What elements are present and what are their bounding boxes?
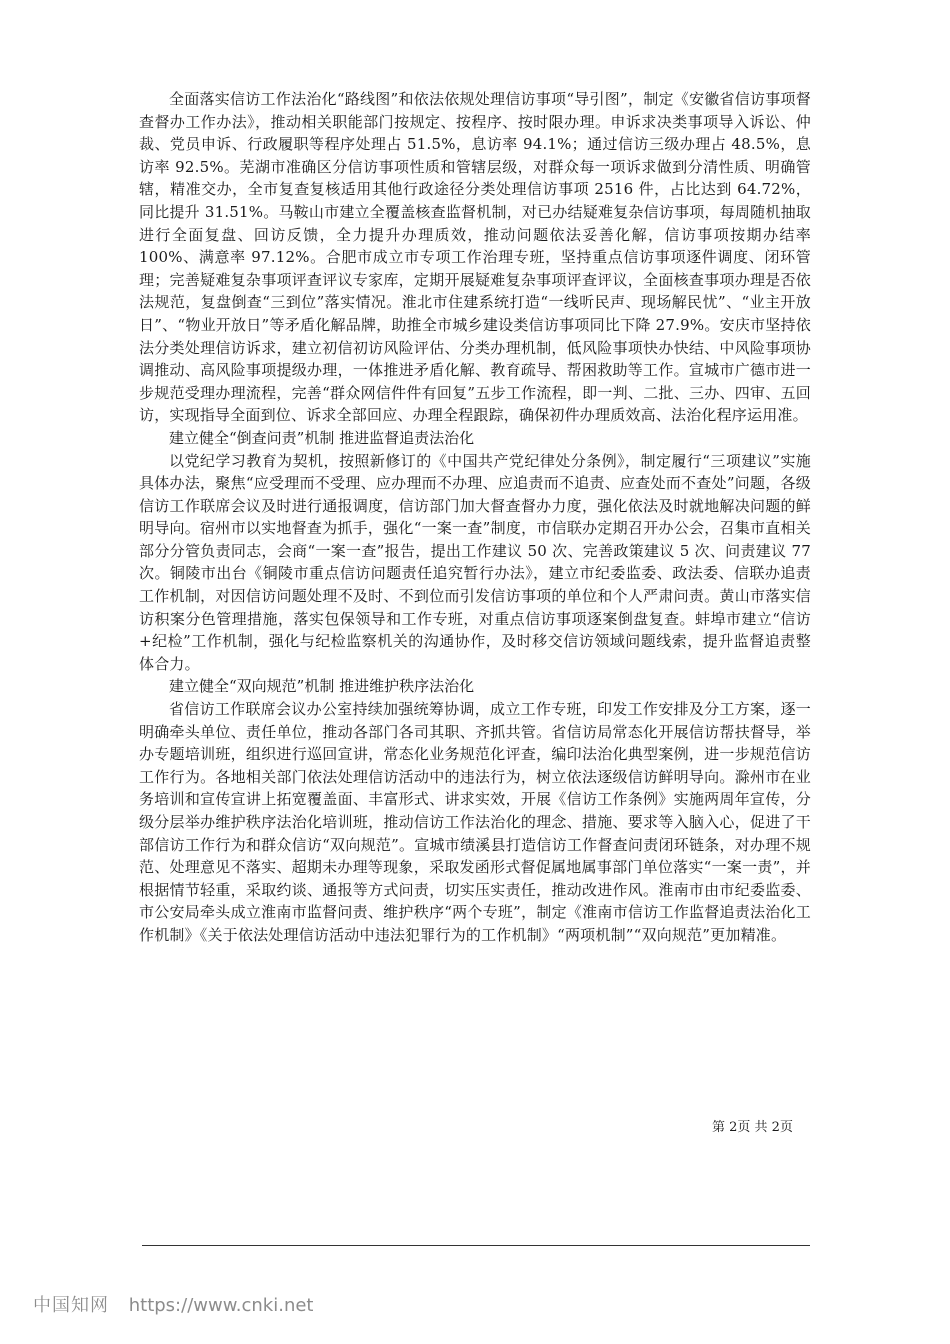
paragraph-two-way-norms: 省信访工作联席会议办公室持续加强统筹协调，成立工作专班，印发工作安排及分工方案，逐一明确牵头单位、责任单位，推动各部门各司其职、齐抓共管。省信访局常态化开展信访帮扶督导，举办专题培训班，组织进行巡回宣讲，常态化业务规范化评查，编印法治化典型案例，进一步规范信访工作行为。各地相关部门依法处理信访活动中的违法行为，树立依法逐级信访鲜明导向。滁州市在业务培训和宣传宣讲上拓宽覆盖面、丰富形式、讲求实效，开展《信访工作条例》实施两周年宣传，分级分层举办维护秩序法治化培训班，推动信访工作法治化的理念、措施、要求等入脑入心，促进了干部信访工作行为和群众信访“双向规范”。宣城市绩溪县打造信访工作督查问责闭环链条，对办理不规范、处理意见不落实、超期未办理等现象，采取发函形式督促属地属事部门单位落实“一案一责”，并根据情节轻重，采取约谈、通报等方式问责，切实压实责任，推动改进作风。淮南市由市纪委监委、市公安局牵头成立淮南市监督问责、维护秩序“两个专班”，制定《淮南市信访工作监督追责法治化工作机制》《关于依法处理信访活动中违法犯罪行为的工作机制》“两项机制”“双向规范”更加精准。 xyxy=(139,700,811,944)
source-watermark xyxy=(33,1293,313,1319)
document-body xyxy=(139,88,811,947)
paragraph-accountability: 以党纪学习教育为契机，按照新修订的《中国共产党纪律处分条例》，制定履行“三项建议”实施具体办法，聚焦“应受理而不受理、应办理而不办理、应追责而不追责、应查处而不查处”问题，各级信访工作联席会议及时进行通报调度，信访部门加大督查督办力度，强化依法及时就地解决问题的鲜明导向。宿州市以实地督查为抓手，强化“一案一查”制度，市信联办定期召开办公会，召集市直相关部分分管负责同志，会商“一案一查”报告，提出工作建议 50 次、完善政策建议 5 次、问责建议 77 次。铜陵市出台《铜陵市重点信访问题责任追究暂行办法》，建立市纪委监委、政法委、信联办追责工作机制，对因信访问题处理不及时、不到位而引发信访事项的单位和个人严肃问责。黄山市落实信访积案分色管理措施，落实包保领导和工作专班，对重点信访事项逐案倒盘复查。蚌埠市建立“信访+纪检”工作机制，强化与纪检监察机关的沟通协作，及时移交信访领域问题线索，提升监督追责整体合力。 xyxy=(139,451,811,673)
paragraph-legal-handling: 全面落实信访工作法治化“路线图”和依法依规处理信访事项“导引图”，制定《安徽省信访事项督查督办工作办法》，推动相关职能部门按规定、按程序、按时限办理。申诉求决类事项导入诉讼、仲裁、党员申诉、行政履职等程序处理占 51.5%，息访率 94.1%；通过信访三级办理占 48.5%，息访率 92.5%。芜湖市准确区分信访事项性质和管辖层级，对群众每一项诉求做到分清性质、明确管辖，精准交办，全市复查复核适用其他行政途径分类处理信访事项 2516 件，占比达到 64.72%，同比提升 31.51%。马鞍山市建立全覆盖核查监督机制，对已办结疑难复杂信访事项，每周随机抽取进行全面复盘、回访反馈，全力提升办理质效，推动问题依法妥善化解，信访事项按期办结率 100%、满意率 97.12%。合肥市成立市专项工作治理专班，坚持重点信访事项逐件调度、闭环管理；完善疑难复杂事项评查评议专家库，定期开展疑难复杂事项评查评议，全面核查事项办理是否依法规范，复盘倒查“三到位”落实情况。淮北市住建系统打造“一线听民声、现场解民忧”、“业主开放日”、“物业开放日”等矛盾化解品牌，助推全市城乡建设类信访事项同比下降 27.9%。安庆市坚持依法分类处理信访诉求，建立初信初访风险评估、分类办理机制，低风险事项快办快结、中风险事项协调推动、高风险事项提级办理，一体推进矛盾化解、教育疏导、帮困救助等工作。宣城市广德市进一步规范受理办理流程，完善“群众网信件件有回复”五步工作流程，即一判、二批、三办、四审、五回访，实现指导全面到位、诉求全部回应、办理全程跟踪，确保初件办理质效高、法治化程序运用准。 xyxy=(139,90,811,425)
footer-divider xyxy=(142,1245,810,1246)
section-heading-two-way-norms: 建立健全“双向规范”机制 推进维护秩序法治化 xyxy=(169,677,475,696)
cnki-brand-label: 中国知网 xyxy=(33,1295,109,1316)
page-number: 第 2页 共 2页 xyxy=(712,1120,793,1135)
cnki-url-link[interactable]: https://www.cnki.net xyxy=(128,1295,314,1316)
section-heading-accountability: 建立健全“倒查问责”机制 推进监督追责法治化 xyxy=(169,428,475,447)
